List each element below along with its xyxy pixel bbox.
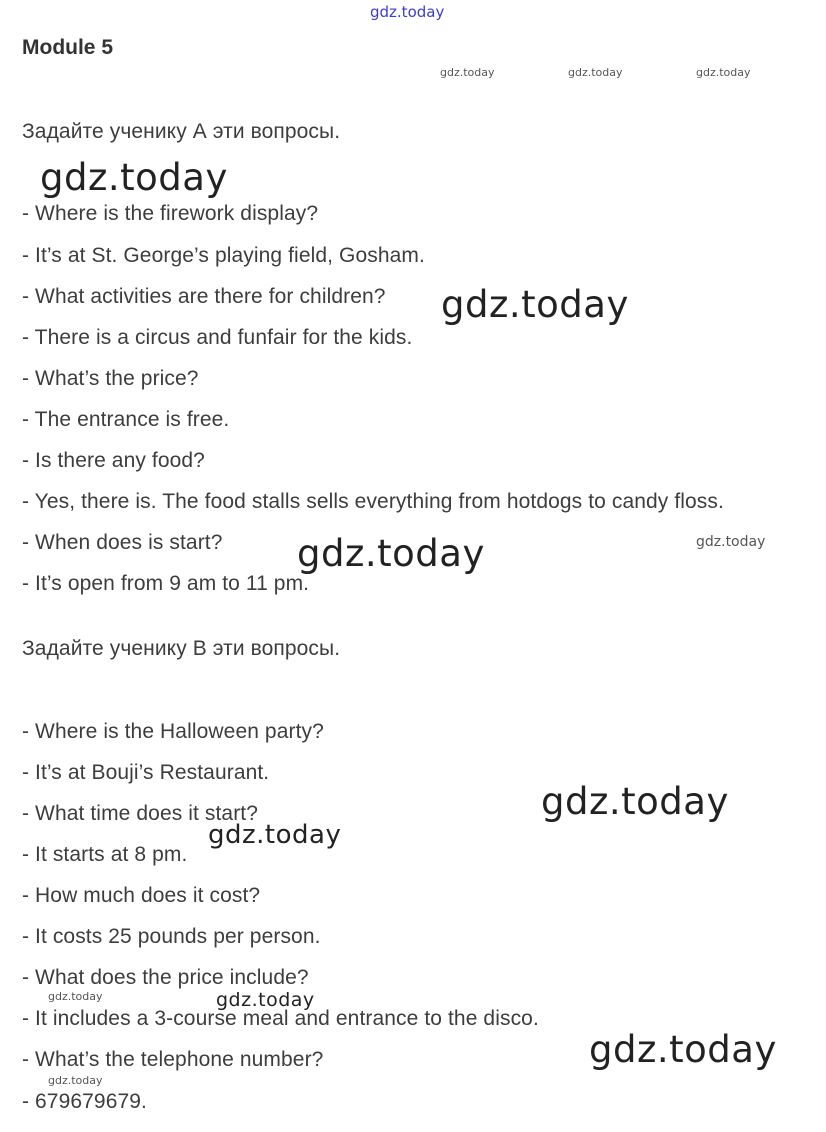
dialogue-line: - What time does it start? [22,802,259,825]
watermark-small: gdz.today [568,66,623,79]
dialogue-line: - 679679679. [22,1090,147,1113]
dialogue-line: - What’s the price? [22,367,199,390]
watermark-large: gdz.today [297,532,485,575]
watermark-large: gdz.today [541,780,729,823]
dialogue-line: - It includes a 3-course meal and entrance to the disco. [22,1007,539,1030]
dialogue-line: - Where is the firework display? [22,202,319,225]
dialogue-line: - It’s open from 9 am to 11 pm. [22,572,310,595]
dialogue-line: - What’s the telephone number? [22,1048,324,1071]
dialogue-line: - What activities are there for children? [22,285,386,308]
dialogue-line: - It’s at Bouji’s Restaurant. [22,761,270,784]
watermark-small: gdz.today [696,534,766,550]
watermark-medium: gdz.today [208,820,342,850]
watermark-large: gdz.today [441,283,629,326]
dialogue-line: - There is a circus and funfair for the kids. [22,326,413,349]
dialogue-line: - It’s at St. George’s playing field, Gosham. [22,244,425,267]
watermark-large: gdz.today [40,156,228,199]
watermark-small: gdz.today [48,990,103,1003]
dialogue-line: - How much does it cost? [22,884,261,907]
dialogue-line: - Yes, there is. The food stalls sells everything from hotdogs to candy floss. [22,490,724,513]
watermark-small: gdz.today [440,66,495,79]
dialogue-line: - It costs 25 pounds per person. [22,925,321,948]
section-b-heading: Задайте ученику В эти вопросы. [22,637,341,660]
dialogue-line: - It starts at 8 pm. [22,843,188,866]
watermark-small: gdz.today [48,1074,103,1087]
dialogue-line: - The entrance is free. [22,408,230,431]
dialogue-line: - Is there any food? [22,449,205,472]
dialogue-line: - When does is start? [22,531,223,554]
watermark-top: gdz.today [370,3,445,21]
dialogue-line: - What does the price include? [22,966,309,989]
watermark-medium: gdz.today [216,989,315,1011]
page-title: Module 5 [22,36,114,59]
dialogue-line: - Where is the Halloween party? [22,720,324,743]
watermark-large: gdz.today [589,1028,777,1071]
watermark-small: gdz.today [696,66,751,79]
section-a-heading: Задайте ученику А эти вопросы. [22,120,341,143]
